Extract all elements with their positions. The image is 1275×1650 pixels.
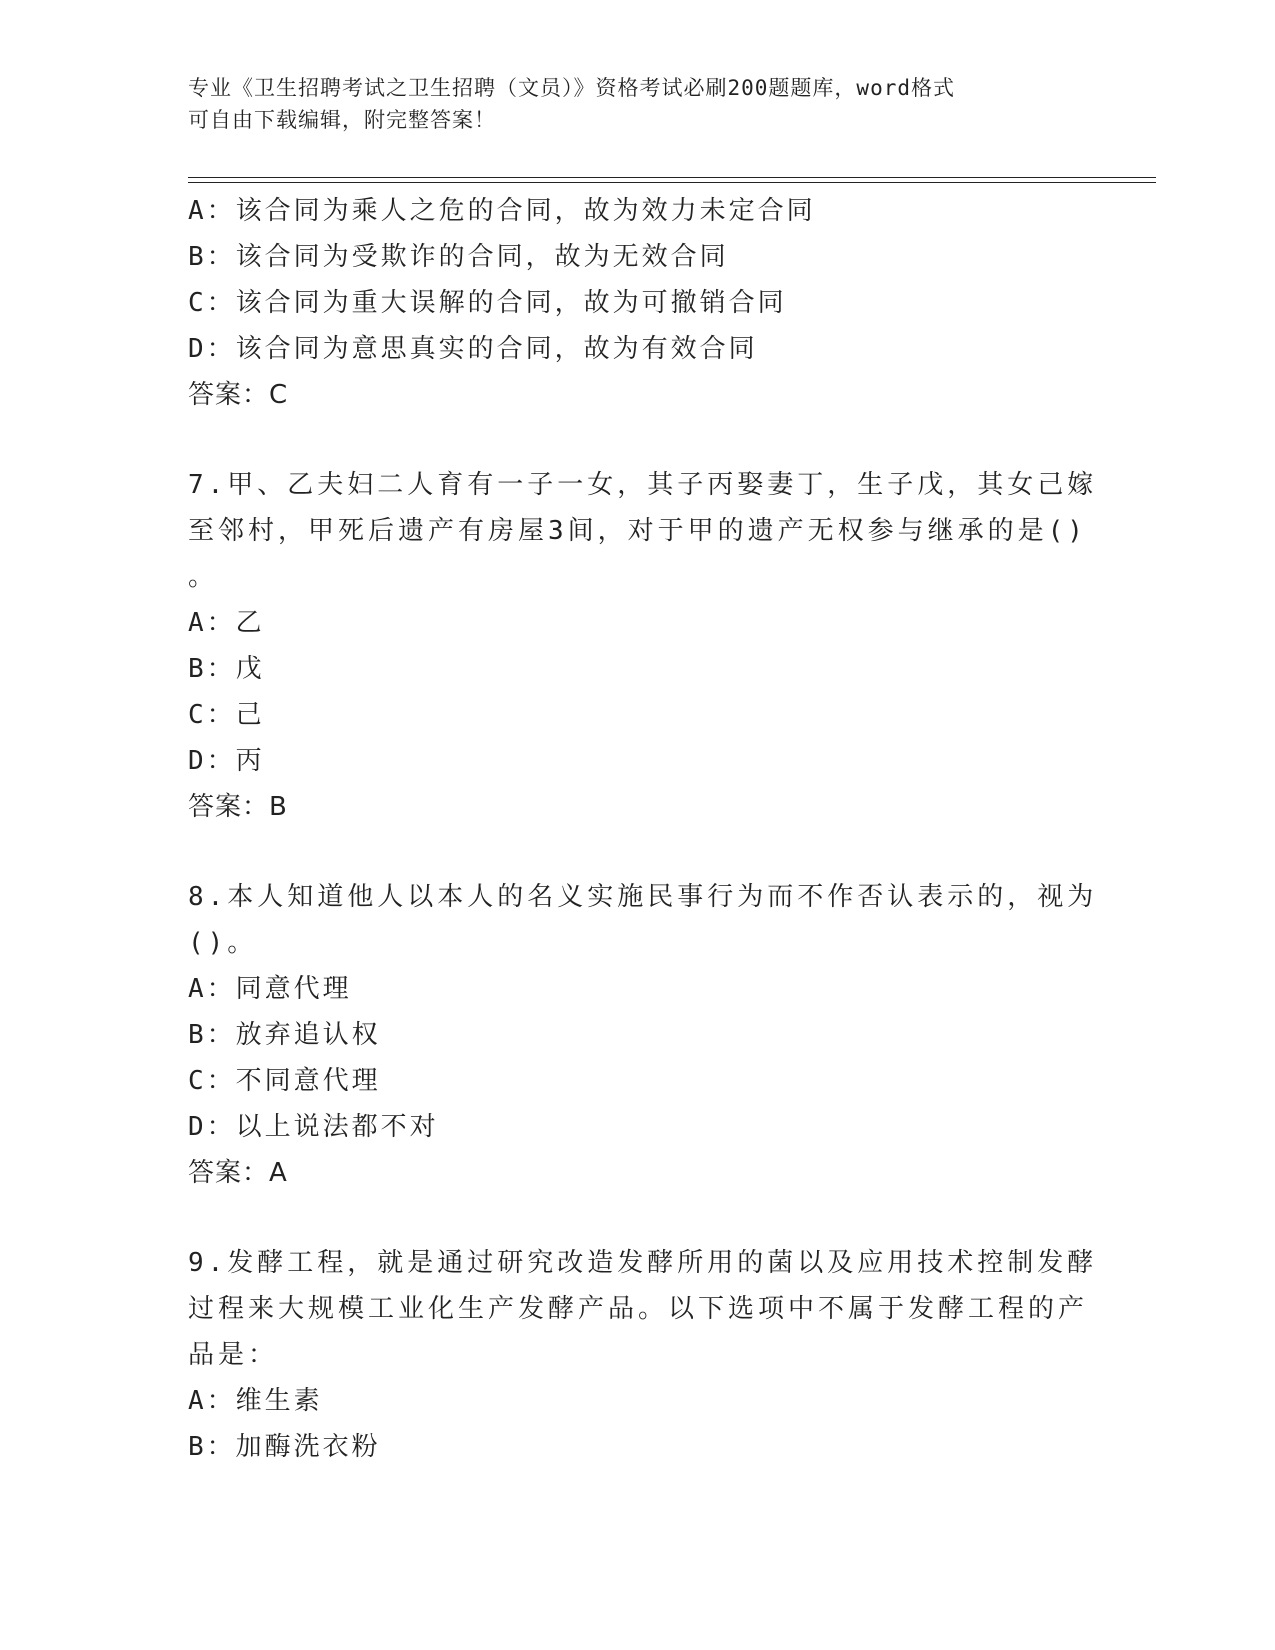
- option-b: B：放弃追认权: [188, 1020, 381, 1050]
- question-7-stem-line-1: 7.甲、乙夫妇二人育有一子一女，其子丙娶妻丁，生子戊，其女己嫁: [188, 470, 1098, 500]
- question-9-stem-line-2: 过程来大规模工业化生产发酵产品。以下选项中不属于发酵工程的产: [188, 1294, 1089, 1324]
- header-divider-top: [188, 177, 1156, 178]
- option-b: B：该合同为受欺诈的合同，故为无效合同: [188, 242, 729, 272]
- document-header: [188, 72, 1088, 136]
- option-a: A：维生素: [188, 1386, 323, 1416]
- option-a: A：该合同为乘人之危的合同，故为效力未定合同: [188, 196, 816, 226]
- question-7-stem-line-3: 。: [188, 562, 219, 592]
- option-d: D：丙: [188, 746, 265, 776]
- option-c: C：不同意代理: [188, 1066, 381, 1096]
- option-d: D：以上说法都不对: [188, 1112, 439, 1142]
- header-divider-bottom: [188, 182, 1156, 183]
- option-c: C：该合同为重大误解的合同，故为可撤销合同: [188, 288, 787, 318]
- question-8: [188, 874, 1098, 1196]
- question-7: [188, 462, 1098, 830]
- option-c: C：己: [188, 700, 265, 730]
- option-b: B：戊: [188, 654, 265, 684]
- question-8-stem-line-1: 8.本人知道他人以本人的名义实施民事行为而不作否认表示的，视为: [188, 882, 1098, 912]
- question-9: [188, 1240, 1098, 1470]
- question-9-stem-line-1: 9.发酵工程，就是通过研究改造发酵所用的菌以及应用技术控制发酵: [188, 1248, 1098, 1278]
- option-a: A：乙: [188, 608, 265, 638]
- question-list: [188, 188, 1098, 1470]
- option-b: B：加酶洗衣粉: [188, 1432, 381, 1462]
- question-6-answer: 答案：C: [188, 380, 289, 410]
- question-7-stem-line-2: 至邻村，甲死后遗产有房屋3间，对于甲的遗产无权参与继承的是(): [188, 516, 1087, 546]
- question-9-stem-line-3: 品是：: [188, 1340, 279, 1370]
- option-a: A：同意代理: [188, 974, 352, 1004]
- question-8-answer: 答案：A: [188, 1158, 288, 1188]
- question-6-options: [188, 188, 1068, 372]
- question-7-answer: 答案：B: [188, 792, 288, 822]
- header-title-line-1: 专业《卫生招聘考试之卫生招聘（文员）》资格考试必刷200题题库，word格式: [188, 76, 955, 100]
- option-d: D：该合同为意思真实的合同，故为有效合同: [188, 334, 758, 364]
- header-title-line-2: 可自由下载编辑，附完整答案！: [188, 108, 496, 132]
- question-8-stem-line-2: ()。: [188, 928, 258, 958]
